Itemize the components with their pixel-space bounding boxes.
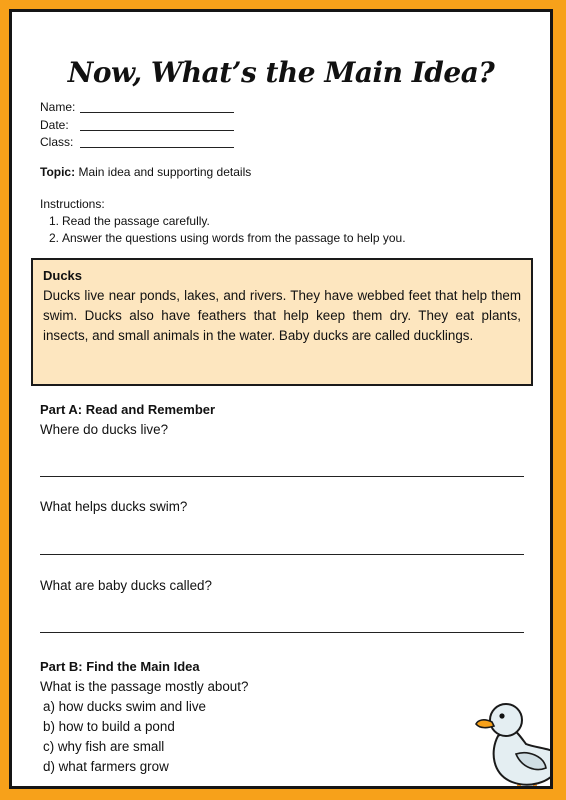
date-field[interactable] <box>40 118 69 132</box>
class-line[interactable] <box>80 147 234 148</box>
instruction-text: Read the passage carefully. <box>62 214 210 228</box>
worksheet-page <box>9 9 553 789</box>
name-label: Name: <box>40 100 76 114</box>
date-label: Date: <box>40 118 69 132</box>
question-2: What helps ducks swim? <box>40 499 188 514</box>
part-b-heading: Part B: Find the Main Idea <box>40 659 200 674</box>
passage-heading: Ducks <box>43 268 83 283</box>
answer-line-3[interactable] <box>40 632 524 633</box>
question-1: Where do ducks live? <box>40 422 169 437</box>
answer-line-1[interactable] <box>40 476 524 477</box>
class-field[interactable] <box>40 135 73 149</box>
duck-illustration <box>470 696 553 789</box>
date-line[interactable] <box>80 130 234 131</box>
instruction-number: 2. <box>48 231 59 245</box>
option-a[interactable]: a) how ducks swim and live <box>43 699 206 714</box>
topic-line <box>40 165 251 179</box>
part-a-heading: Part A: Read and Remember <box>40 402 216 417</box>
name-field[interactable] <box>40 100 75 114</box>
page-title: Now, What’s the Main Idea? <box>67 56 495 89</box>
topic-label: Topic: <box>40 165 76 179</box>
instructions-heading: Instructions: <box>40 197 105 211</box>
question-3: What are baby ducks called? <box>40 578 212 593</box>
option-c[interactable]: c) why fish are small <box>43 739 165 754</box>
option-b[interactable]: b) how to build a pond <box>43 719 175 734</box>
passage-box <box>31 258 533 386</box>
instruction-item <box>47 231 406 245</box>
answer-line-2[interactable] <box>40 554 524 555</box>
option-d[interactable]: d) what farmers grow <box>43 759 169 774</box>
topic-text: Main idea and supporting details <box>78 165 252 179</box>
passage-text: Ducks live near ponds, lakes, and rivers. They have webbed feet that help them swim. Ducks also have feathers that help keep them dry. They eat plants, insects, and small animals in the water. Baby ducks are called ducklings. <box>43 288 521 343</box>
instruction-item <box>47 214 210 228</box>
instruction-text: Answer the questions using words from the passage to help you. <box>62 231 406 245</box>
class-label: Class: <box>40 135 74 149</box>
name-line[interactable] <box>80 112 234 113</box>
instruction-number: 1. <box>48 214 59 228</box>
part-b-question: What is the passage mostly about? <box>40 679 249 694</box>
